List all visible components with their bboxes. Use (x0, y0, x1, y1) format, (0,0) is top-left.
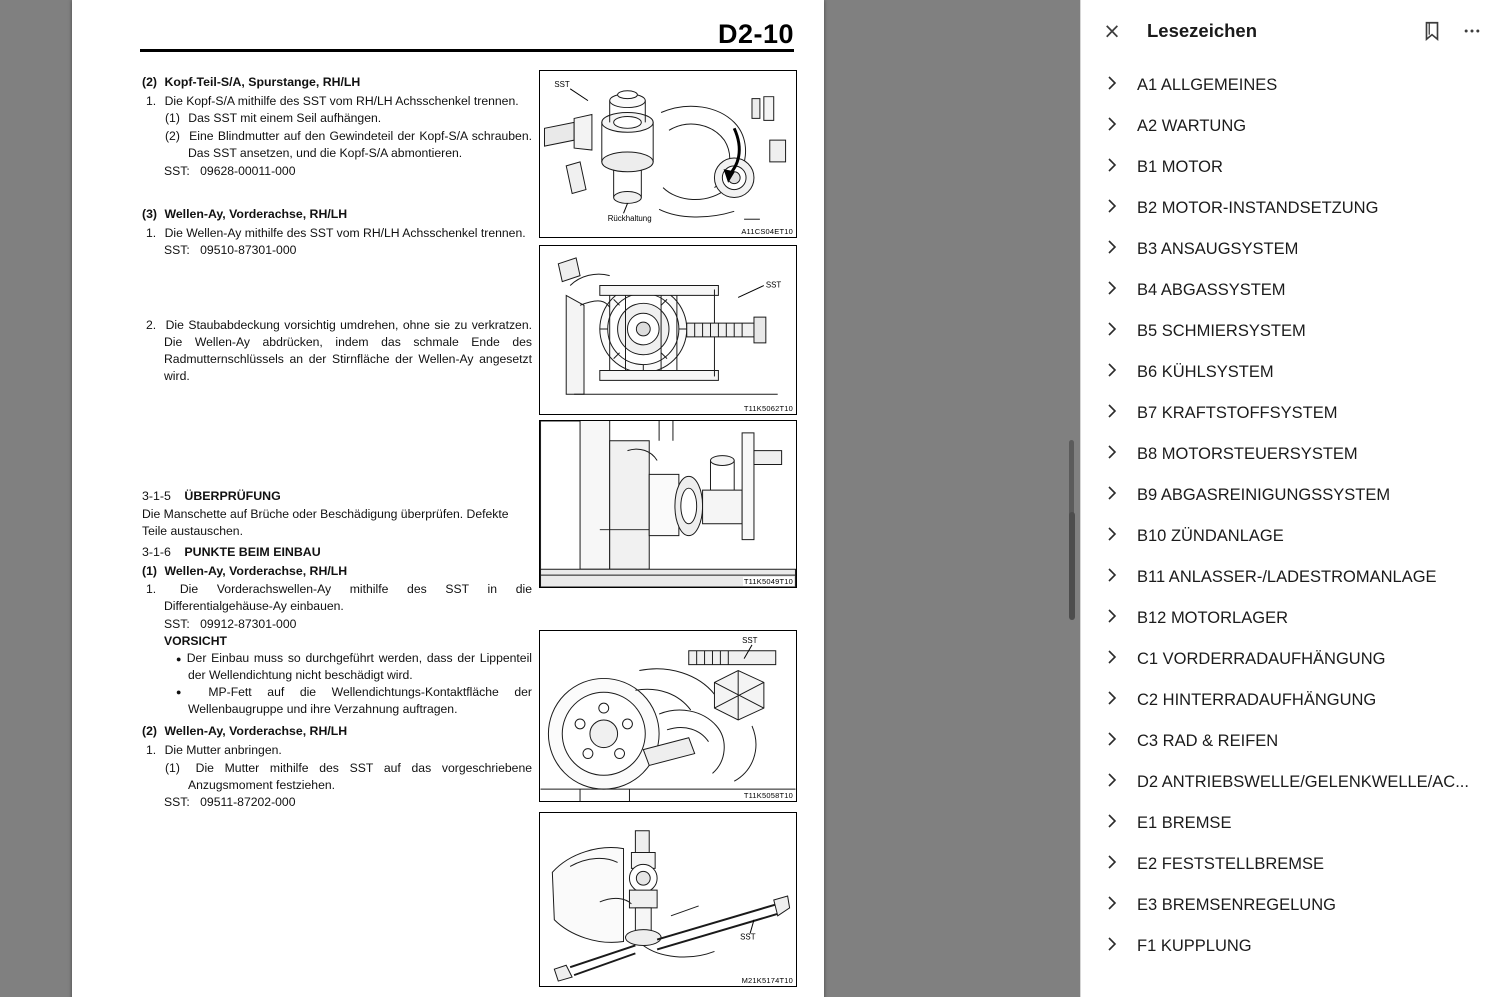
figure-5 (539, 812, 797, 987)
bookmark-label: B2 MOTOR-INSTANDSETZUNG (1137, 199, 1379, 217)
bookmark-item-b10[interactable] (1081, 517, 1500, 558)
bookmark-item-b4[interactable] (1081, 271, 1500, 312)
bookmark-label: B12 MOTORLAGER (1137, 609, 1288, 627)
section-heading-2: (2) Kopf-Teil-S/A, Spurstange, RH/LH (142, 75, 361, 89)
bookmark-label: B3 ANSAUGSYSTEM (1137, 240, 1299, 258)
bookmark-label: E3 BREMSENREGELUNG (1137, 896, 1336, 914)
chevron-right-icon[interactable] (1099, 443, 1125, 460)
bookmark-item-b7[interactable] (1081, 394, 1500, 435)
svg-text:SST: SST (765, 280, 782, 290)
figure-caption: T11K5049T10 (743, 577, 793, 586)
list-item: (2) Eine Blindmutter auf den Gewindeteil der Kopf-S/A schrauben. Das SST ansetzen, und die Kopf-S/A abmontieren. (165, 129, 532, 161)
chevron-right-icon[interactable] (1099, 566, 1125, 583)
chevron-right-icon[interactable] (1099, 771, 1125, 788)
chevron-right-icon[interactable] (1099, 648, 1125, 665)
bookmark-label: C3 RAD & REIFEN (1137, 732, 1279, 750)
list-item: 2. Die Staubabdeckung vorsichtig umdrehen, ohne sie zu verkratzen. Die Wellen-Ay abdrücken, indem das schmale Ende des Radmutternschlüssels an der Stirnfläche der Wellen-Ay angesetzt wird. (146, 318, 532, 383)
bookmark-label: A1 ALLGEMEINES (1137, 76, 1278, 94)
figure-caption: T11K5058T10 (743, 791, 793, 800)
document-text-column (142, 64, 532, 812)
bookmark-label: B6 KÜHLSYSTEM (1137, 363, 1274, 381)
bookmark-item-b2[interactable] (1081, 189, 1500, 230)
svg-text:SST: SST (554, 79, 570, 89)
figure-2 (539, 245, 797, 415)
bookmark-item-c1[interactable] (1081, 640, 1500, 681)
sst-reference: SST: 09628-00011-000 (164, 163, 296, 178)
bookmark-item-b3[interactable] (1081, 230, 1500, 271)
figure-caption: A11CS04ET10 (741, 227, 793, 236)
chevron-right-icon[interactable] (1099, 197, 1125, 214)
bookmark-item-e2[interactable] (1081, 845, 1500, 886)
chevron-right-icon[interactable] (1099, 935, 1125, 952)
page-number: D2-10 (717, 19, 794, 49)
close-icon[interactable]: × (1103, 18, 1121, 43)
more-options-icon[interactable] (1458, 17, 1486, 45)
chevron-right-icon[interactable] (1099, 279, 1125, 296)
section-3-1-6-heading: 3-1-6 PUNKTE BEIM EINBAU (142, 545, 321, 560)
chevron-right-icon[interactable] (1099, 156, 1125, 173)
bookmark-item-b8[interactable] (1081, 435, 1500, 476)
bookmark-label: B9 ABGASREINIGUNGSSYSTEM (1137, 486, 1391, 504)
chevron-right-icon[interactable] (1099, 361, 1125, 378)
subsection-heading-2: (2) Wellen-Ay, Vorderachse, RH/LH (142, 724, 348, 739)
bookmark-label: B1 MOTOR (1137, 158, 1223, 176)
svg-text:SST: SST (740, 932, 756, 942)
scrollbar-thumb[interactable] (1069, 512, 1075, 620)
bookmark-item-e1[interactable] (1081, 804, 1500, 845)
list-item: (1) Die Mutter mithilfe des SST auf das vorgeschriebene Anzugsmoment festziehen. (165, 760, 532, 792)
chevron-right-icon[interactable] (1099, 402, 1125, 419)
bookmark-label: E2 FESTSTELLBREMSE (1137, 855, 1325, 873)
bookmark-item-b5[interactable] (1081, 312, 1500, 353)
bookmark-label: C1 VORDERRADAUFHÄNGUNG (1137, 650, 1386, 668)
bookmark-label: E1 BREMSE (1137, 814, 1232, 832)
bookmark-label: C2 HINTERRADAUFHÄNGUNG (1137, 691, 1377, 709)
chevron-right-icon[interactable] (1099, 320, 1125, 337)
document-page (72, 0, 824, 997)
bookmark-label: F1 KUPPLUNG (1137, 937, 1252, 955)
chevron-right-icon[interactable] (1099, 812, 1125, 829)
bookmark-label: D2 ANTRIEBSWELLE/GELENKWELLE/AC... (1137, 773, 1469, 791)
section-3-1-5-body: Die Manschette auf Brüche oder Beschädigung überprüfen. Defekte Teile austauschen. (142, 507, 509, 539)
page-header (140, 20, 794, 52)
bookmark-item-f1[interactable] (1081, 927, 1500, 968)
svg-text:SST: SST (742, 635, 758, 645)
viewer-scrollbar[interactable] (1066, 0, 1080, 997)
bookmark-label: B10 ZÜNDANLAGE (1137, 527, 1284, 545)
chevron-right-icon[interactable] (1099, 115, 1125, 132)
bookmark-label: A2 WARTUNG (1137, 117, 1247, 135)
figure-3 (539, 420, 797, 588)
bookmark-item-c3[interactable] (1081, 722, 1500, 763)
section-3-1-5-heading: 3-1-5 ÜBERPRÜFUNG (142, 488, 281, 503)
bookmark-label: B7 KRAFTSTOFFSYSTEM (1137, 404, 1338, 422)
bookmark-icon[interactable] (1418, 17, 1446, 45)
section-heading-3: (3) Wellen-Ay, Vorderachse, RH/LH (142, 206, 348, 221)
sst-reference: SST: 09510-87301-000 (164, 243, 297, 258)
bookmark-item-b1[interactable] (1081, 148, 1500, 189)
bookmark-label: B5 SCHMIERSYSTEM (1137, 322, 1306, 340)
chevron-right-icon[interactable] (1099, 689, 1125, 706)
list-item: 1. Die Mutter anbringen. (146, 742, 282, 757)
bookmark-item-b9[interactable] (1081, 476, 1500, 517)
chevron-right-icon[interactable] (1099, 894, 1125, 911)
subsection-heading-1: (1) Wellen-Ay, Vorderachse, RH/LH (142, 563, 348, 578)
caution-label: VORSICHT (164, 634, 227, 648)
caution-bullet: ● Der Einbau muss so durchgeführt werden, dass der Lippenteil der Wellendichtung nicht beschädigt wird. (188, 650, 532, 684)
caution-bullet: ● MP-Fett auf die Wellendichtungs-Kontaktfläche der Wellenbaugruppe und ihre Verzahnung auftragen. (188, 684, 532, 718)
list-item: 1. Die Wellen-Ay mithilfe des SST vom RH/LH Achsschenkel trennen. (146, 225, 526, 240)
bookmark-label: B11 ANLASSER-/LADESTROMANLAGE (1137, 568, 1437, 586)
chevron-right-icon[interactable] (1099, 74, 1125, 91)
svg-text:Rückhaltung: Rückhaltung (607, 214, 652, 224)
chevron-right-icon[interactable] (1099, 525, 1125, 542)
bookmark-label: B8 MOTORSTEUERSYSTEM (1137, 445, 1358, 463)
bookmark-item-c2[interactable] (1081, 681, 1500, 722)
chevron-right-icon[interactable] (1099, 607, 1125, 624)
bookmarks-panel (1080, 0, 1500, 997)
figure-caption: M21K5174T10 (741, 976, 793, 985)
chevron-right-icon[interactable] (1099, 238, 1125, 255)
bookmark-item-b6[interactable] (1081, 353, 1500, 394)
panel-title: Lesezeichen (1147, 20, 1258, 41)
list-item: 1. Die Kopf-S/A mithilfe des SST vom RH/LH Achsschenkel trennen. (146, 93, 519, 108)
figure-4 (539, 630, 797, 802)
panel-header (1081, 0, 1500, 62)
chevron-right-icon[interactable] (1099, 730, 1125, 747)
figure-caption: T11K5062T10 (743, 404, 793, 413)
sst-reference: SST: 09912-87301-000 (164, 616, 297, 631)
bookmark-item-b11[interactable] (1081, 558, 1500, 599)
list-item: 1. Die Vorderachswellen-Ay mithilfe des SST in die Differentialgehäuse-Ay einbauen. (146, 582, 532, 614)
chevron-right-icon[interactable] (1099, 853, 1125, 870)
bookmark-item-d2[interactable] (1081, 763, 1500, 804)
bookmark-item-e3[interactable] (1081, 886, 1500, 927)
list-item: (1) Das SST mit einem Seil aufhängen. (165, 111, 382, 126)
bookmark-item-a2[interactable] (1081, 107, 1500, 148)
bookmarks-list[interactable] (1081, 62, 1500, 968)
bookmark-item-b12[interactable] (1081, 599, 1500, 640)
bookmark-label: B4 ABGASSYSTEM (1137, 281, 1286, 299)
figure-1 (539, 70, 797, 238)
sst-reference: SST: 09511-87202-000 (164, 795, 296, 810)
chevron-right-icon[interactable] (1099, 484, 1125, 501)
bookmark-item-a1[interactable] (1081, 66, 1500, 107)
